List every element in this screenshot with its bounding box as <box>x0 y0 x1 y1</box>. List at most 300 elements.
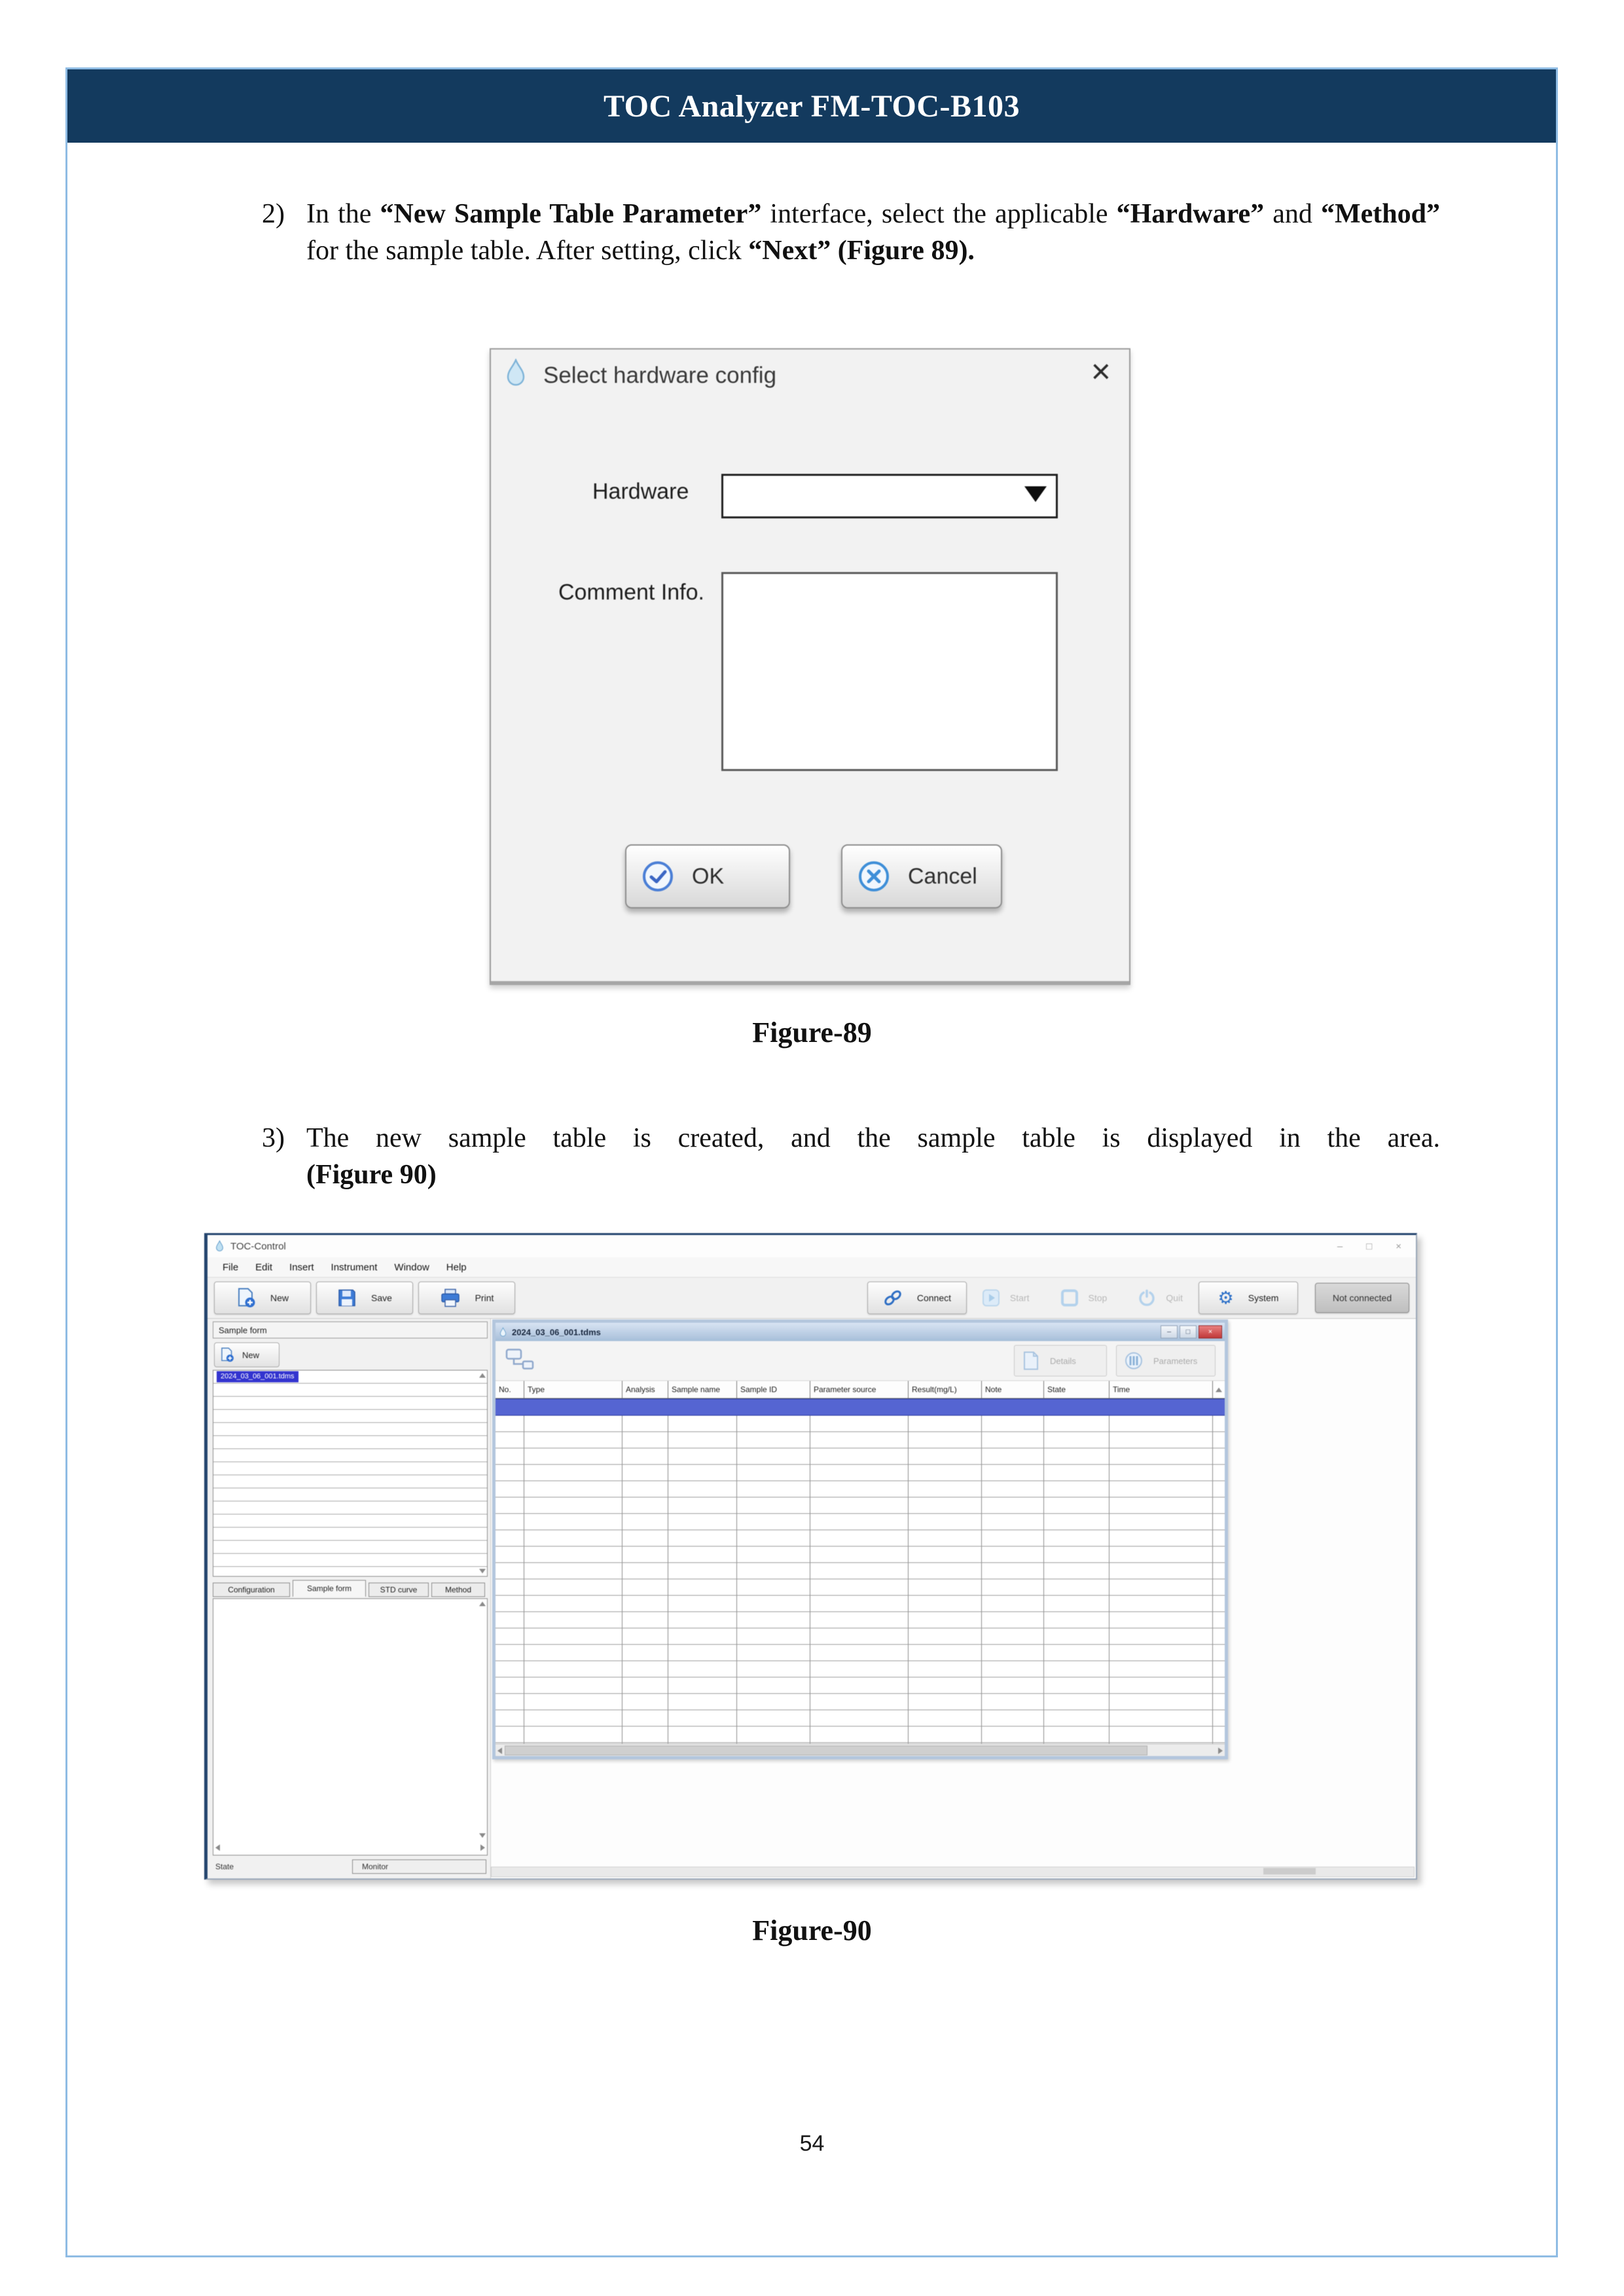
table-cell <box>737 1563 810 1579</box>
table-cell <box>982 1710 1044 1726</box>
table-cell <box>623 1661 668 1677</box>
table-cell <box>810 1677 909 1693</box>
menu-window[interactable]: Window <box>394 1261 429 1273</box>
file-list-item[interactable] <box>213 1515 487 1528</box>
table-cell <box>496 1416 524 1431</box>
file-list-item[interactable] <box>213 1462 487 1475</box>
table-cell <box>668 1710 737 1726</box>
table-cell <box>668 1498 737 1513</box>
table-cell <box>909 1710 982 1726</box>
sidebar-panel-title <box>213 1321 488 1338</box>
scroll-up-icon[interactable] <box>1216 1388 1222 1392</box>
table-row-selected[interactable] <box>496 1399 1225 1416</box>
table-cell <box>737 1596 810 1611</box>
table-row[interactable] <box>496 1498 1225 1514</box>
table-cell <box>909 1628 982 1644</box>
connect-button-label: Connect <box>916 1293 951 1303</box>
sample-table-titlebar[interactable] <box>496 1323 1225 1341</box>
table-cell <box>623 1727 668 1742</box>
table-cell <box>737 1498 810 1513</box>
file-list-item[interactable] <box>213 1528 487 1541</box>
scrollbar-thumb[interactable] <box>1263 1868 1316 1874</box>
sidebar-new-button-label: New <box>242 1350 260 1360</box>
table-cell <box>810 1481 909 1497</box>
table-cell <box>909 1677 982 1693</box>
table-cell <box>909 1514 982 1530</box>
sample-form-sidebar <box>208 1319 491 1878</box>
save-button-label: Save <box>371 1293 392 1303</box>
table-cell <box>982 1677 1044 1693</box>
scroll-down-icon[interactable] <box>479 1833 486 1838</box>
table-cell <box>524 1710 623 1726</box>
file-list-item[interactable] <box>213 1488 487 1501</box>
table-cell <box>623 1628 668 1644</box>
table-cell <box>909 1481 982 1497</box>
table-cell <box>982 1465 1044 1480</box>
table-cell <box>909 1612 982 1628</box>
print-button-label: Print <box>475 1293 494 1303</box>
menu-instrument[interactable]: Instrument <box>331 1261 378 1273</box>
table-cell <box>1044 1448 1110 1464</box>
table-cell <box>737 1448 810 1464</box>
file-list-item[interactable] <box>213 1423 487 1436</box>
window-title: TOC-Control <box>230 1240 286 1252</box>
table-cell <box>496 1547 524 1562</box>
print-button[interactable] <box>418 1282 515 1314</box>
table-cell <box>623 1612 668 1628</box>
table-cell <box>668 1677 737 1693</box>
table-cell <box>737 1432 810 1448</box>
new-button[interactable] <box>214 1282 311 1314</box>
table-cell <box>982 1628 1044 1644</box>
table-cell <box>982 1645 1044 1660</box>
table-row[interactable] <box>496 1628 1225 1645</box>
minimize-icon[interactable]: – <box>1161 1325 1178 1338</box>
table-cell <box>982 1596 1044 1611</box>
table-cell <box>623 1563 668 1579</box>
table-cell <box>1044 1563 1110 1579</box>
new-document-icon <box>236 1287 256 1308</box>
table-cell <box>737 1547 810 1562</box>
table-row[interactable] <box>496 1677 1225 1694</box>
table-cell <box>623 1645 668 1660</box>
file-list-item[interactable] <box>213 1541 487 1554</box>
table-cell <box>1110 1514 1213 1530</box>
table-cell <box>982 1498 1044 1513</box>
item-2-segment: (Figure 89). <box>837 235 975 266</box>
scroll-left-icon[interactable] <box>215 1844 220 1851</box>
table-cell <box>623 1547 668 1562</box>
tab-std-curve[interactable]: STD curve <box>369 1583 429 1597</box>
cancel-x-icon <box>857 859 891 893</box>
parameters-button-label: Parameters <box>1153 1355 1198 1366</box>
column-header-note[interactable]: Note <box>982 1381 1044 1398</box>
sample-table-title: 2024_03_06_001.tdms <box>512 1327 601 1337</box>
table-row[interactable] <box>496 1710 1225 1727</box>
table-cell <box>982 1579 1044 1595</box>
table-cell <box>909 1596 982 1611</box>
quit-button-label: Quit <box>1166 1293 1183 1303</box>
table-cell <box>623 1498 668 1513</box>
table-cell <box>668 1645 737 1660</box>
scrollbar-thumb[interactable] <box>505 1746 1147 1755</box>
table-cell <box>1044 1710 1110 1726</box>
item-2-segment: “Next” <box>748 235 831 266</box>
start-button[interactable] <box>983 1289 1030 1306</box>
connection-status-badge <box>1315 1283 1409 1313</box>
table-cell <box>1044 1498 1110 1513</box>
item-2-number: 2) <box>262 199 285 229</box>
table-cell <box>737 1465 810 1480</box>
monitor-tab[interactable] <box>352 1859 486 1874</box>
table-cell <box>524 1514 623 1530</box>
table-cell <box>668 1514 737 1530</box>
table-cell <box>1044 1596 1110 1611</box>
table-cell <box>737 1481 810 1497</box>
table-cell <box>1044 1514 1110 1530</box>
file-list-item[interactable] <box>213 1436 487 1449</box>
table-cell <box>524 1563 623 1579</box>
table-cell <box>810 1596 909 1611</box>
menu-bar <box>208 1257 1416 1278</box>
table-cell <box>524 1677 623 1693</box>
vertical-scrollbar[interactable] <box>1213 1381 1225 1398</box>
table-cell <box>1110 1547 1213 1562</box>
table-cell <box>982 1727 1044 1742</box>
file-list-item[interactable] <box>213 1501 487 1515</box>
table-cell <box>496 1465 524 1480</box>
item-2-segment: In the <box>306 199 380 229</box>
table-cell <box>982 1694 1044 1710</box>
file-list-item[interactable] <box>213 1410 487 1423</box>
table-cell <box>1044 1628 1110 1644</box>
minimize-icon[interactable]: – <box>1337 1240 1343 1252</box>
table-cell <box>909 1416 982 1431</box>
workspace-scrollbar[interactable] <box>491 1867 1415 1877</box>
table-cell <box>982 1514 1044 1530</box>
table-cell <box>1110 1596 1213 1611</box>
table-cell <box>982 1612 1044 1628</box>
table-cell <box>496 1596 524 1611</box>
column-header-type[interactable]: Type <box>524 1381 623 1398</box>
table-row[interactable] <box>496 1448 1225 1465</box>
hardware-label: Hardware <box>592 479 689 504</box>
table-cell <box>737 1530 810 1546</box>
column-header-sample-name[interactable]: Sample name <box>668 1381 737 1398</box>
table-cell <box>810 1547 909 1562</box>
table-cell <box>1110 1727 1213 1742</box>
item-3-number: 3) <box>262 1123 285 1153</box>
table-cell <box>1044 1645 1110 1660</box>
table-row[interactable] <box>496 1563 1225 1579</box>
table-cell <box>1044 1416 1110 1431</box>
table-row[interactable] <box>496 1465 1225 1481</box>
column-header-sample-id[interactable]: Sample ID <box>737 1381 810 1398</box>
table-cell <box>1110 1448 1213 1464</box>
tab-method[interactable]: Method <box>431 1583 485 1597</box>
table-row[interactable] <box>496 1416 1225 1432</box>
file-list-item[interactable] <box>213 1371 487 1384</box>
table-cell <box>668 1612 737 1628</box>
table-cell <box>524 1547 623 1562</box>
table-cell <box>909 1727 982 1742</box>
table-cell <box>668 1448 737 1464</box>
table-cell <box>524 1727 623 1742</box>
table-cell <box>810 1448 909 1464</box>
table-header-row <box>496 1381 1225 1399</box>
table-cell <box>496 1481 524 1497</box>
column-header-no-[interactable]: No. <box>496 1381 524 1398</box>
table-row[interactable] <box>496 1661 1225 1677</box>
table-cell <box>524 1481 623 1497</box>
menu-file[interactable]: File <box>223 1261 239 1273</box>
table-cell <box>496 1661 524 1677</box>
save-button[interactable] <box>316 1282 413 1314</box>
instruction-item-2 <box>262 196 1440 270</box>
connection-status-label: Not connected <box>1332 1293 1392 1303</box>
file-list-item[interactable] <box>213 1449 487 1462</box>
table-row[interactable] <box>496 1579 1225 1596</box>
table-cell <box>496 1530 524 1546</box>
table-cell <box>737 1727 810 1742</box>
flowchart-icon <box>505 1347 535 1374</box>
item-2-segment <box>831 236 838 266</box>
table-cell <box>982 1563 1044 1579</box>
table-row[interactable] <box>496 1694 1225 1710</box>
table-cell <box>982 1432 1044 1448</box>
file-list-item[interactable] <box>213 1397 487 1410</box>
table-cell <box>668 1530 737 1546</box>
new-document-icon <box>220 1347 234 1363</box>
horizontal-scrollbar[interactable] <box>496 1744 1225 1756</box>
table-cell <box>909 1645 982 1660</box>
table-cell <box>623 1579 668 1595</box>
selected-file-label[interactable]: 2024_03_06_001.tdms <box>217 1371 298 1382</box>
table-cell <box>982 1448 1044 1464</box>
table-cell <box>668 1465 737 1480</box>
page-title: TOC Analyzer FM-TOC-B103 <box>604 88 1020 124</box>
document-icon <box>1022 1351 1039 1371</box>
column-header-time[interactable]: Time <box>1110 1381 1213 1398</box>
table-cell <box>737 1612 810 1628</box>
dialog-titlebar <box>491 350 1129 395</box>
file-list-item[interactable] <box>213 1475 487 1488</box>
table-cell <box>668 1579 737 1595</box>
table-cell <box>810 1628 909 1644</box>
close-icon[interactable]: × <box>1396 1240 1401 1252</box>
table-cell <box>1044 1547 1110 1562</box>
table-cell <box>496 1514 524 1530</box>
file-list-item[interactable] <box>213 1554 487 1567</box>
comment-info-textarea[interactable] <box>721 572 1058 771</box>
table-cell <box>737 1677 810 1693</box>
table-cell <box>623 1465 668 1480</box>
table-row[interactable] <box>496 1432 1225 1448</box>
window-titlebar <box>208 1235 1416 1257</box>
tab-configuration[interactable]: Configuration <box>213 1583 290 1597</box>
table-cell <box>524 1694 623 1710</box>
table-cell <box>1110 1677 1213 1693</box>
table-cell <box>524 1530 623 1546</box>
table-cell <box>810 1514 909 1530</box>
table-cell <box>1044 1481 1110 1497</box>
parameters-icon <box>1125 1352 1143 1370</box>
table-cell <box>524 1579 623 1595</box>
ok-button-label: OK <box>692 863 725 889</box>
table-cell <box>524 1645 623 1660</box>
table-cell <box>810 1661 909 1677</box>
table-cell <box>909 1547 982 1562</box>
hardware-dropdown[interactable] <box>721 474 1058 518</box>
sidebar-panel-title-label: Sample form <box>219 1325 267 1335</box>
figure-90-caption: Figure-90 <box>752 1914 872 1946</box>
file-list-item[interactable] <box>213 1567 487 1577</box>
table-cell <box>1110 1416 1213 1431</box>
table-cell <box>496 1710 524 1726</box>
table-cell <box>810 1416 909 1431</box>
cancel-button-label: Cancel <box>908 863 977 889</box>
table-cell <box>1110 1710 1213 1726</box>
table-cell <box>909 1530 982 1546</box>
table-cell <box>623 1596 668 1611</box>
monitor-tab-label: Monitor <box>362 1862 389 1871</box>
table-cell <box>623 1530 668 1546</box>
table-row[interactable] <box>496 1645 1225 1661</box>
stop-button-label: Stop <box>1088 1293 1108 1303</box>
table-row[interactable] <box>496 1514 1225 1530</box>
table-cell <box>982 1416 1044 1431</box>
figure-89-caption: Figure-89 <box>752 1016 872 1049</box>
table-cell <box>737 1416 810 1431</box>
column-header-analysis[interactable]: Analysis <box>623 1381 668 1398</box>
start-play-icon <box>983 1289 1000 1306</box>
table-cell <box>810 1465 909 1480</box>
table-cell <box>1110 1628 1213 1644</box>
table-row[interactable] <box>496 1612 1225 1628</box>
connect-button[interactable] <box>867 1282 967 1314</box>
table-cell <box>1110 1579 1213 1595</box>
table-cell <box>810 1563 909 1579</box>
mdi-workspace <box>491 1319 1416 1878</box>
table-cell <box>524 1612 623 1628</box>
sample-table-toolbar <box>496 1341 1225 1381</box>
quit-button[interactable] <box>1138 1289 1183 1306</box>
table-cell <box>1110 1498 1213 1513</box>
table-cell <box>496 1628 524 1644</box>
table-cell <box>623 1481 668 1497</box>
table-cell <box>909 1498 982 1513</box>
maximize-icon[interactable]: □ <box>1180 1325 1197 1338</box>
sidebar-bottom-bar <box>213 1859 488 1874</box>
item-2-segment: for the sample table. After setting, click <box>306 235 749 266</box>
table-cell <box>1044 1727 1110 1742</box>
table-cell <box>496 1645 524 1660</box>
sample-form-detail-panel[interactable] <box>213 1598 488 1856</box>
system-button-label: System <box>1248 1293 1279 1303</box>
scroll-up-icon[interactable] <box>479 1602 486 1606</box>
dialog-title: Select hardware config <box>543 363 777 388</box>
table-row[interactable] <box>496 1547 1225 1563</box>
sample-table-window <box>492 1319 1228 1759</box>
comment-info-label: Comment Info. <box>558 580 704 605</box>
tab-sample-form[interactable]: Sample form <box>293 1580 366 1597</box>
close-icon[interactable]: × <box>1199 1325 1222 1338</box>
column-header-result-mg-l-[interactable]: Result(mg/L) <box>909 1381 982 1398</box>
table-row[interactable] <box>496 1530 1225 1547</box>
connect-link-icon <box>883 1289 903 1307</box>
table-cell <box>909 1563 982 1579</box>
table-row[interactable] <box>496 1727 1225 1743</box>
table-cell <box>810 1612 909 1628</box>
table-cell <box>909 1694 982 1710</box>
table-cell <box>668 1432 737 1448</box>
scroll-up-icon[interactable] <box>479 1373 486 1378</box>
scroll-right-icon[interactable] <box>1218 1748 1223 1754</box>
file-list-item[interactable] <box>213 1384 487 1397</box>
item-2-segment: interface, select the applicable <box>761 199 1117 229</box>
table-row[interactable] <box>496 1596 1225 1612</box>
table-cell <box>1044 1694 1110 1710</box>
table-cell <box>810 1710 909 1726</box>
table-cell <box>909 1661 982 1677</box>
parameters-button[interactable] <box>1116 1345 1216 1376</box>
start-button-label: Start <box>1009 1293 1030 1303</box>
ok-check-icon <box>641 859 675 893</box>
item-2-segment: “Method” <box>1321 199 1440 229</box>
menu-insert[interactable]: Insert <box>289 1261 314 1273</box>
sample-form-file-list[interactable] <box>213 1370 488 1577</box>
table-cell <box>496 1677 524 1693</box>
stop-button[interactable] <box>1061 1289 1108 1306</box>
table-cell <box>1110 1465 1213 1480</box>
table-cell <box>909 1432 982 1448</box>
table-cell <box>737 1710 810 1726</box>
table-row[interactable] <box>496 1481 1225 1498</box>
table-body <box>496 1416 1225 1744</box>
table-cell <box>496 1432 524 1448</box>
instruction-item-3 <box>262 1121 1440 1194</box>
ok-button[interactable] <box>625 844 790 908</box>
scroll-down-icon[interactable] <box>479 1569 486 1573</box>
table-cell <box>1044 1612 1110 1628</box>
details-button[interactable] <box>1014 1345 1107 1376</box>
table-cell <box>1110 1694 1213 1710</box>
sidebar-new-button[interactable] <box>214 1342 280 1367</box>
close-icon[interactable]: × <box>1091 353 1111 391</box>
select-hardware-dialog <box>490 348 1130 985</box>
system-button[interactable] <box>1199 1282 1298 1314</box>
column-header-parameter-source[interactable]: Parameter source <box>810 1381 909 1398</box>
table-cell <box>737 1645 810 1660</box>
save-floppy-icon <box>337 1288 357 1308</box>
table-cell <box>1110 1645 1213 1660</box>
state-label: State <box>215 1862 234 1871</box>
table-cell <box>1110 1563 1213 1579</box>
column-header-state[interactable]: State <box>1044 1381 1110 1398</box>
scroll-right-icon[interactable] <box>480 1844 485 1851</box>
table-cell <box>810 1694 909 1710</box>
maximize-icon[interactable]: □ <box>1366 1240 1373 1252</box>
scroll-left-icon[interactable] <box>497 1748 502 1754</box>
table-cell <box>623 1710 668 1726</box>
menu-edit[interactable]: Edit <box>255 1261 273 1273</box>
menu-help[interactable]: Help <box>446 1261 467 1273</box>
table-cell <box>982 1481 1044 1497</box>
cancel-button[interactable] <box>841 844 1002 908</box>
table-cell <box>1044 1465 1110 1480</box>
table-cell <box>1044 1661 1110 1677</box>
table-cell <box>668 1563 737 1579</box>
